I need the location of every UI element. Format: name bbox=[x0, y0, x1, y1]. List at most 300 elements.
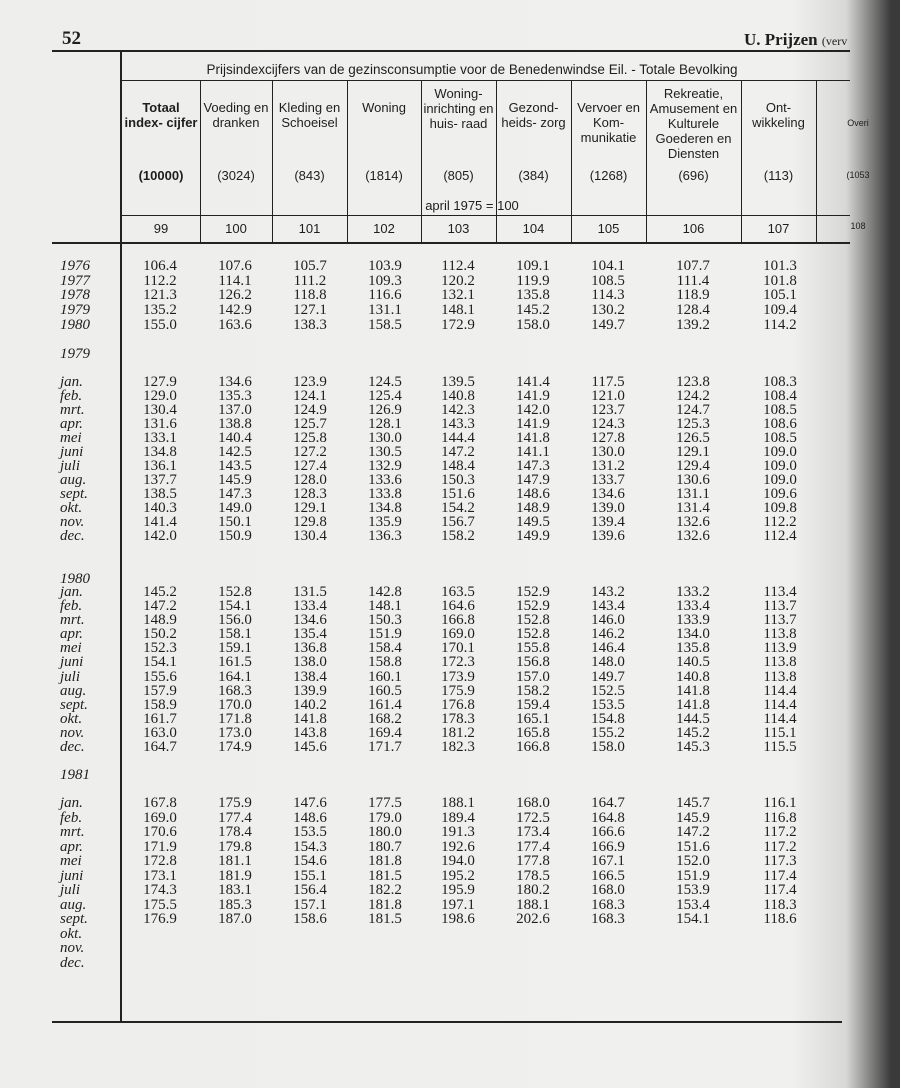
column-header bbox=[816, 86, 900, 196]
table-row bbox=[0, 501, 850, 515]
column-rule bbox=[741, 80, 742, 215]
cell-value: 154.8 bbox=[591, 710, 625, 727]
table-row bbox=[0, 389, 850, 403]
row-label: nov. bbox=[60, 940, 85, 956]
cell-value: 129.0 bbox=[143, 388, 177, 404]
cell-value: 125.7 bbox=[293, 416, 327, 432]
table-row bbox=[0, 445, 850, 459]
column-header bbox=[272, 86, 347, 196]
row-label: mrt. bbox=[60, 824, 85, 840]
cell-value: 131.2 bbox=[591, 458, 625, 474]
cell-value: 194.0 bbox=[441, 853, 475, 869]
cell-value: 117.2 bbox=[763, 838, 797, 855]
table-row bbox=[0, 883, 850, 898]
table-row bbox=[0, 417, 850, 431]
cell-value: 142.0 bbox=[143, 528, 177, 544]
table-row bbox=[0, 726, 850, 740]
table-row bbox=[0, 796, 850, 811]
column-rule bbox=[646, 216, 647, 242]
cell-value: 175.5 bbox=[143, 896, 177, 913]
cell-value: 163.5 bbox=[441, 584, 475, 600]
cell-value: 157.1 bbox=[293, 896, 327, 913]
cell-value: 180.0 bbox=[368, 824, 402, 840]
cell-value: 135.8 bbox=[516, 287, 550, 304]
cell-value: 130.6 bbox=[676, 472, 710, 488]
cell-value: 140.3 bbox=[143, 500, 177, 516]
table-row bbox=[0, 599, 850, 613]
cell-value: 155.1 bbox=[293, 867, 327, 884]
column-header bbox=[421, 86, 496, 196]
cell-value: 187.0 bbox=[218, 911, 252, 927]
cell-value: 109.8 bbox=[763, 500, 797, 516]
cell-value: 165.8 bbox=[516, 724, 550, 741]
column-weight: (1053 bbox=[846, 170, 870, 180]
cell-value: 135.3 bbox=[218, 388, 252, 404]
row-label: nov. bbox=[60, 514, 85, 530]
cell-value: 141.4 bbox=[143, 514, 177, 530]
cell-value: 150.2 bbox=[143, 626, 177, 643]
cell-value: 128.1 bbox=[368, 416, 402, 432]
cell-value: 141.9 bbox=[516, 388, 550, 404]
cell-value: 123.8 bbox=[676, 374, 710, 390]
cell-value: 175.9 bbox=[441, 682, 475, 699]
cell-value: 124.7 bbox=[676, 402, 710, 418]
cell-value: 158.0 bbox=[591, 739, 625, 756]
row-label: aug. bbox=[60, 682, 87, 699]
cell-value: 103.9 bbox=[368, 258, 402, 274]
cell-value: 147.2 bbox=[143, 598, 177, 615]
cell-value: 120.2 bbox=[441, 272, 475, 289]
cell-value: 177.4 bbox=[218, 809, 252, 826]
cell-value: 145.7 bbox=[676, 795, 710, 811]
table-section bbox=[0, 796, 850, 970]
cell-value: 114.4 bbox=[763, 710, 797, 727]
cell-value: 183.1 bbox=[218, 882, 252, 898]
cell-value: 166.9 bbox=[591, 838, 625, 855]
cell-value: 111.2 bbox=[293, 272, 327, 289]
cell-value: 131.1 bbox=[368, 302, 402, 319]
column-label: Overi bbox=[847, 118, 869, 128]
cell-value: 144.5 bbox=[676, 710, 710, 727]
cell-value: 165.1 bbox=[516, 710, 550, 727]
row-label: juni bbox=[60, 867, 84, 884]
cell-value: 145.6 bbox=[293, 739, 327, 756]
cell-value: 130.5 bbox=[368, 444, 402, 460]
cell-value: 142.0 bbox=[516, 402, 550, 418]
cell-value: 154.6 bbox=[293, 853, 327, 869]
cell-value: 133.4 bbox=[676, 598, 710, 615]
cell-value: 137.0 bbox=[218, 402, 252, 418]
cell-value: 192.6 bbox=[441, 838, 475, 855]
row-label: juni bbox=[60, 654, 84, 671]
column-label: Kleding en Schoeisel bbox=[278, 100, 341, 130]
cell-value: 138.8 bbox=[218, 416, 252, 432]
cell-value: 156.4 bbox=[293, 882, 327, 898]
cell-value: 152.0 bbox=[676, 853, 710, 869]
cell-value: 133.9 bbox=[676, 612, 710, 629]
cell-value: 150.9 bbox=[218, 528, 252, 544]
cell-value: 164.1 bbox=[218, 668, 252, 685]
row-label: 1980 bbox=[60, 316, 90, 333]
table-row bbox=[0, 684, 850, 698]
cell-value: 163.0 bbox=[143, 724, 177, 741]
row-label: 1977 bbox=[60, 272, 90, 289]
cell-value: 118.6 bbox=[763, 911, 797, 927]
column-rule bbox=[200, 216, 201, 242]
cell-value: 178.3 bbox=[441, 710, 475, 727]
cell-value: 125.4 bbox=[368, 388, 402, 404]
cell-value: 113.8 bbox=[763, 626, 797, 643]
cell-value: 147.3 bbox=[218, 486, 252, 502]
cell-value: 117.2 bbox=[763, 824, 797, 840]
cell-value: 171.9 bbox=[143, 838, 177, 855]
column-header bbox=[646, 86, 741, 196]
cell-value: 115.5 bbox=[763, 739, 797, 756]
row-label: sept. bbox=[60, 486, 88, 502]
row-label: jan. bbox=[60, 584, 83, 600]
column-code: 99 bbox=[153, 221, 169, 236]
cell-value: 138.0 bbox=[293, 654, 327, 671]
column-weight: (805) bbox=[443, 168, 474, 183]
cell-value: 154.1 bbox=[218, 598, 252, 615]
cell-value: 155.6 bbox=[143, 668, 177, 685]
cell-value: 128.0 bbox=[293, 472, 327, 488]
row-label: mrt. bbox=[60, 402, 85, 418]
row-label: nov. bbox=[60, 724, 85, 741]
cell-value: 119.9 bbox=[516, 272, 550, 289]
table-row bbox=[0, 459, 850, 473]
table-row bbox=[0, 941, 850, 956]
cell-value: 139.9 bbox=[293, 682, 327, 699]
cell-value: 143.3 bbox=[441, 416, 475, 432]
column-rule bbox=[496, 80, 497, 215]
row-label: dec. bbox=[60, 954, 85, 971]
cell-value: 160.1 bbox=[368, 668, 402, 685]
row-label: mei bbox=[60, 640, 82, 657]
table-row bbox=[0, 698, 850, 712]
cell-value: 132.1 bbox=[441, 287, 475, 304]
cell-value: 149.0 bbox=[218, 500, 252, 516]
cell-value: 155.8 bbox=[516, 640, 550, 657]
cell-value: 174.9 bbox=[218, 739, 252, 756]
cell-value: 131.5 bbox=[293, 584, 327, 600]
row-label: 1976 bbox=[60, 258, 90, 274]
row-label: mei bbox=[60, 430, 82, 446]
cell-value: 143.2 bbox=[591, 584, 625, 600]
column-code: 108 bbox=[850, 221, 866, 231]
cell-value: 133.2 bbox=[676, 584, 710, 600]
cell-value: 112.4 bbox=[441, 258, 475, 274]
cell-value: 125.8 bbox=[293, 430, 327, 446]
cell-value: 158.0 bbox=[516, 316, 550, 333]
cell-value: 157.9 bbox=[143, 682, 177, 699]
cell-value: 152.8 bbox=[516, 626, 550, 643]
table-row bbox=[0, 627, 850, 641]
cell-value: 127.4 bbox=[293, 458, 327, 474]
cell-value: 147.2 bbox=[441, 444, 475, 460]
cell-value: 129.8 bbox=[293, 514, 327, 530]
cell-value: 106.4 bbox=[143, 258, 177, 274]
cell-value: 178.4 bbox=[218, 824, 252, 840]
cell-value: 159.4 bbox=[516, 696, 550, 713]
cell-value: 158.9 bbox=[143, 696, 177, 713]
cell-value: 124.2 bbox=[676, 388, 710, 404]
cell-value: 177.5 bbox=[368, 795, 402, 811]
row-label: okt. bbox=[60, 710, 83, 727]
cell-value: 159.1 bbox=[218, 640, 252, 657]
cell-value: 153.4 bbox=[676, 896, 710, 913]
chapter-title: U. Prijzen bbox=[744, 30, 818, 49]
cell-value: 108.5 bbox=[763, 430, 797, 446]
table-row bbox=[0, 869, 850, 884]
column-label: Voeding en dranken bbox=[203, 100, 269, 130]
header-bottom-rule bbox=[52, 242, 850, 244]
cell-value: 156.0 bbox=[218, 612, 252, 629]
cell-value: 148.0 bbox=[591, 654, 625, 671]
row-label: feb. bbox=[60, 809, 83, 826]
cell-value: 114.4 bbox=[763, 696, 797, 713]
cell-value: 111.4 bbox=[676, 272, 710, 289]
cell-value: 143.4 bbox=[591, 598, 625, 615]
cell-value: 161.4 bbox=[368, 696, 402, 713]
cell-value: 133.7 bbox=[591, 472, 625, 488]
cell-value: 113.4 bbox=[763, 584, 797, 600]
cell-value: 107.7 bbox=[676, 258, 710, 274]
column-weight: (10000) bbox=[138, 168, 184, 183]
column-rule bbox=[200, 80, 201, 215]
cell-value: 133.1 bbox=[143, 430, 177, 446]
column-code: 100 bbox=[225, 221, 247, 236]
cell-value: 118.3 bbox=[763, 896, 797, 913]
cell-value: 146.0 bbox=[591, 612, 625, 629]
cell-value: 109.6 bbox=[763, 486, 797, 502]
cell-value: 138.3 bbox=[293, 316, 327, 333]
table-row bbox=[0, 473, 850, 487]
column-code: 103 bbox=[447, 221, 470, 236]
cell-value: 109.1 bbox=[516, 258, 550, 274]
cell-value: 175.9 bbox=[218, 795, 252, 811]
row-label: juni bbox=[60, 444, 84, 460]
cell-value: 168.3 bbox=[591, 911, 625, 927]
cell-value: 109.3 bbox=[368, 272, 402, 289]
cell-value: 114.1 bbox=[218, 272, 252, 289]
cell-value: 131.1 bbox=[676, 486, 710, 502]
cell-value: 130.0 bbox=[368, 430, 402, 446]
cell-value: 188.1 bbox=[516, 896, 550, 913]
row-label: juli bbox=[60, 458, 81, 474]
column-header bbox=[496, 86, 571, 196]
table-row bbox=[0, 318, 850, 333]
cell-value: 113.9 bbox=[763, 640, 797, 657]
cell-value: 142.3 bbox=[441, 402, 475, 418]
cell-value: 107.6 bbox=[218, 258, 252, 274]
cell-value: 158.2 bbox=[441, 528, 475, 544]
column-header bbox=[200, 86, 272, 196]
cell-value: 139.0 bbox=[591, 500, 625, 516]
cell-value: 181.8 bbox=[368, 896, 402, 913]
cell-value: 170.1 bbox=[441, 640, 475, 657]
cell-value: 141.1 bbox=[516, 444, 550, 460]
cell-value: 108.5 bbox=[591, 272, 625, 289]
cell-value: 143.8 bbox=[293, 724, 327, 741]
cell-value: 148.1 bbox=[441, 302, 475, 319]
cell-value: 154.1 bbox=[143, 654, 177, 671]
cell-value: 113.7 bbox=[763, 612, 797, 629]
column-header bbox=[347, 86, 421, 196]
cell-value: 147.2 bbox=[676, 824, 710, 840]
row-label: aug. bbox=[60, 472, 87, 488]
cell-value: 127.2 bbox=[293, 444, 327, 460]
cell-value: 117.3 bbox=[763, 853, 797, 869]
cell-value: 195.2 bbox=[441, 867, 475, 884]
cell-value: 109.0 bbox=[763, 458, 797, 474]
column-label: Ont- wikkeling bbox=[752, 100, 805, 130]
page-number: 52 bbox=[62, 28, 81, 49]
cell-value: 131.4 bbox=[676, 500, 710, 516]
cell-value: 177.4 bbox=[516, 838, 550, 855]
cell-value: 118.9 bbox=[676, 287, 710, 304]
cell-value: 158.1 bbox=[218, 626, 252, 643]
cell-value: 152.3 bbox=[143, 640, 177, 657]
cell-value: 161.7 bbox=[143, 710, 177, 727]
cell-value: 174.3 bbox=[143, 882, 177, 898]
column-rule bbox=[421, 80, 422, 215]
cell-value: 124.1 bbox=[293, 388, 327, 404]
column-code: 101 bbox=[298, 221, 321, 236]
column-rule bbox=[816, 80, 817, 215]
column-rule bbox=[816, 216, 817, 242]
cell-value: 152.5 bbox=[591, 682, 625, 699]
cell-value: 118.8 bbox=[293, 287, 327, 304]
cell-value: 169.0 bbox=[143, 809, 177, 826]
column-rule bbox=[571, 80, 572, 215]
cell-value: 140.8 bbox=[676, 668, 710, 685]
cell-value: 182.3 bbox=[441, 739, 475, 756]
cell-value: 134.0 bbox=[676, 626, 710, 643]
cell-value: 149.7 bbox=[591, 316, 625, 333]
cell-value: 181.9 bbox=[218, 867, 252, 884]
row-label: juli bbox=[60, 882, 81, 898]
cell-value: 129.4 bbox=[676, 458, 710, 474]
column-rule bbox=[421, 216, 422, 242]
cell-value: 127.8 bbox=[591, 430, 625, 446]
row-label: apr. bbox=[60, 416, 83, 432]
table-row bbox=[0, 431, 850, 445]
cell-value: 130.4 bbox=[143, 402, 177, 418]
cell-value: 166.8 bbox=[516, 739, 550, 756]
cell-value: 166.8 bbox=[441, 612, 475, 629]
cell-value: 117.5 bbox=[591, 374, 625, 390]
cell-value: 156.7 bbox=[441, 514, 475, 530]
row-label: jan. bbox=[60, 795, 83, 811]
cell-value: 176.8 bbox=[441, 696, 475, 713]
cell-value: 178.5 bbox=[516, 867, 550, 884]
cell-value: 152.9 bbox=[516, 584, 550, 600]
column-label: Vervoer en Kom- munikatie bbox=[577, 100, 640, 145]
table-row bbox=[0, 515, 850, 529]
table-row bbox=[0, 956, 850, 971]
cell-value: 167.8 bbox=[143, 795, 177, 811]
cell-value: 112.2 bbox=[763, 514, 797, 530]
cell-value: 151.6 bbox=[676, 838, 710, 855]
cell-value: 141.8 bbox=[676, 682, 710, 699]
row-label: apr. bbox=[60, 838, 83, 855]
cell-value: 108.4 bbox=[763, 388, 797, 404]
table-row bbox=[0, 898, 850, 913]
cell-value: 105.7 bbox=[293, 258, 327, 274]
cell-value: 133.8 bbox=[368, 486, 402, 502]
cell-value: 153.5 bbox=[293, 824, 327, 840]
cell-value: 123.7 bbox=[591, 402, 625, 418]
table-row bbox=[0, 641, 850, 655]
column-code: 107 bbox=[767, 221, 790, 236]
cell-value: 112.2 bbox=[143, 272, 177, 289]
column-weight: (1268) bbox=[589, 168, 628, 183]
row-label: jan. bbox=[60, 374, 83, 390]
table-row bbox=[0, 288, 850, 303]
cell-value: 163.6 bbox=[218, 316, 252, 333]
table-row bbox=[0, 585, 850, 599]
cell-value: 121.3 bbox=[143, 287, 177, 304]
cell-value: 142.9 bbox=[218, 302, 252, 319]
cell-value: 134.8 bbox=[368, 500, 402, 516]
cell-value: 169.4 bbox=[368, 724, 402, 741]
row-label: 1979 bbox=[60, 302, 90, 319]
column-rule bbox=[347, 216, 348, 242]
row-label: feb. bbox=[60, 598, 83, 615]
cell-value: 172.8 bbox=[143, 853, 177, 869]
table-row bbox=[0, 840, 850, 855]
cell-value: 170.0 bbox=[218, 696, 252, 713]
cell-value: 140.5 bbox=[676, 654, 710, 671]
chapter-suffix: (verv bbox=[821, 34, 848, 48]
cell-value: 121.0 bbox=[591, 388, 625, 404]
year-label: 1981 bbox=[60, 767, 90, 783]
cell-value: 155.0 bbox=[143, 316, 177, 333]
row-label: juli bbox=[60, 668, 81, 685]
cell-value: 138.5 bbox=[143, 486, 177, 502]
cell-value: 132.6 bbox=[676, 514, 710, 530]
cell-value: 144.4 bbox=[441, 430, 475, 446]
cell-value: 161.5 bbox=[218, 654, 252, 671]
cell-value: 173.1 bbox=[143, 867, 177, 884]
cell-value: 125.3 bbox=[676, 416, 710, 432]
cell-value: 149.7 bbox=[591, 668, 625, 685]
row-label: sept. bbox=[60, 696, 88, 713]
cell-value: 123.9 bbox=[293, 374, 327, 390]
cell-value: 129.1 bbox=[293, 500, 327, 516]
cell-value: 134.6 bbox=[218, 374, 252, 390]
cell-value: 173.4 bbox=[516, 824, 550, 840]
cell-value: 108.3 bbox=[763, 374, 797, 390]
cell-value: 109.4 bbox=[763, 302, 797, 319]
column-header bbox=[571, 86, 646, 196]
row-label: apr. bbox=[60, 626, 83, 643]
cell-value: 137.7 bbox=[143, 472, 177, 488]
cell-value: 117.4 bbox=[763, 882, 797, 898]
cell-value: 198.6 bbox=[441, 911, 475, 927]
cell-value: 140.4 bbox=[218, 430, 252, 446]
column-header bbox=[122, 86, 200, 196]
cell-value: 173.9 bbox=[441, 668, 475, 685]
cell-value: 139.4 bbox=[591, 514, 625, 530]
cell-value: 150.1 bbox=[218, 514, 252, 530]
column-weight: (384) bbox=[518, 168, 549, 183]
cell-value: 145.2 bbox=[676, 724, 710, 741]
cell-value: 148.4 bbox=[441, 458, 475, 474]
cell-value: 154.3 bbox=[293, 838, 327, 855]
table-row bbox=[0, 303, 850, 318]
